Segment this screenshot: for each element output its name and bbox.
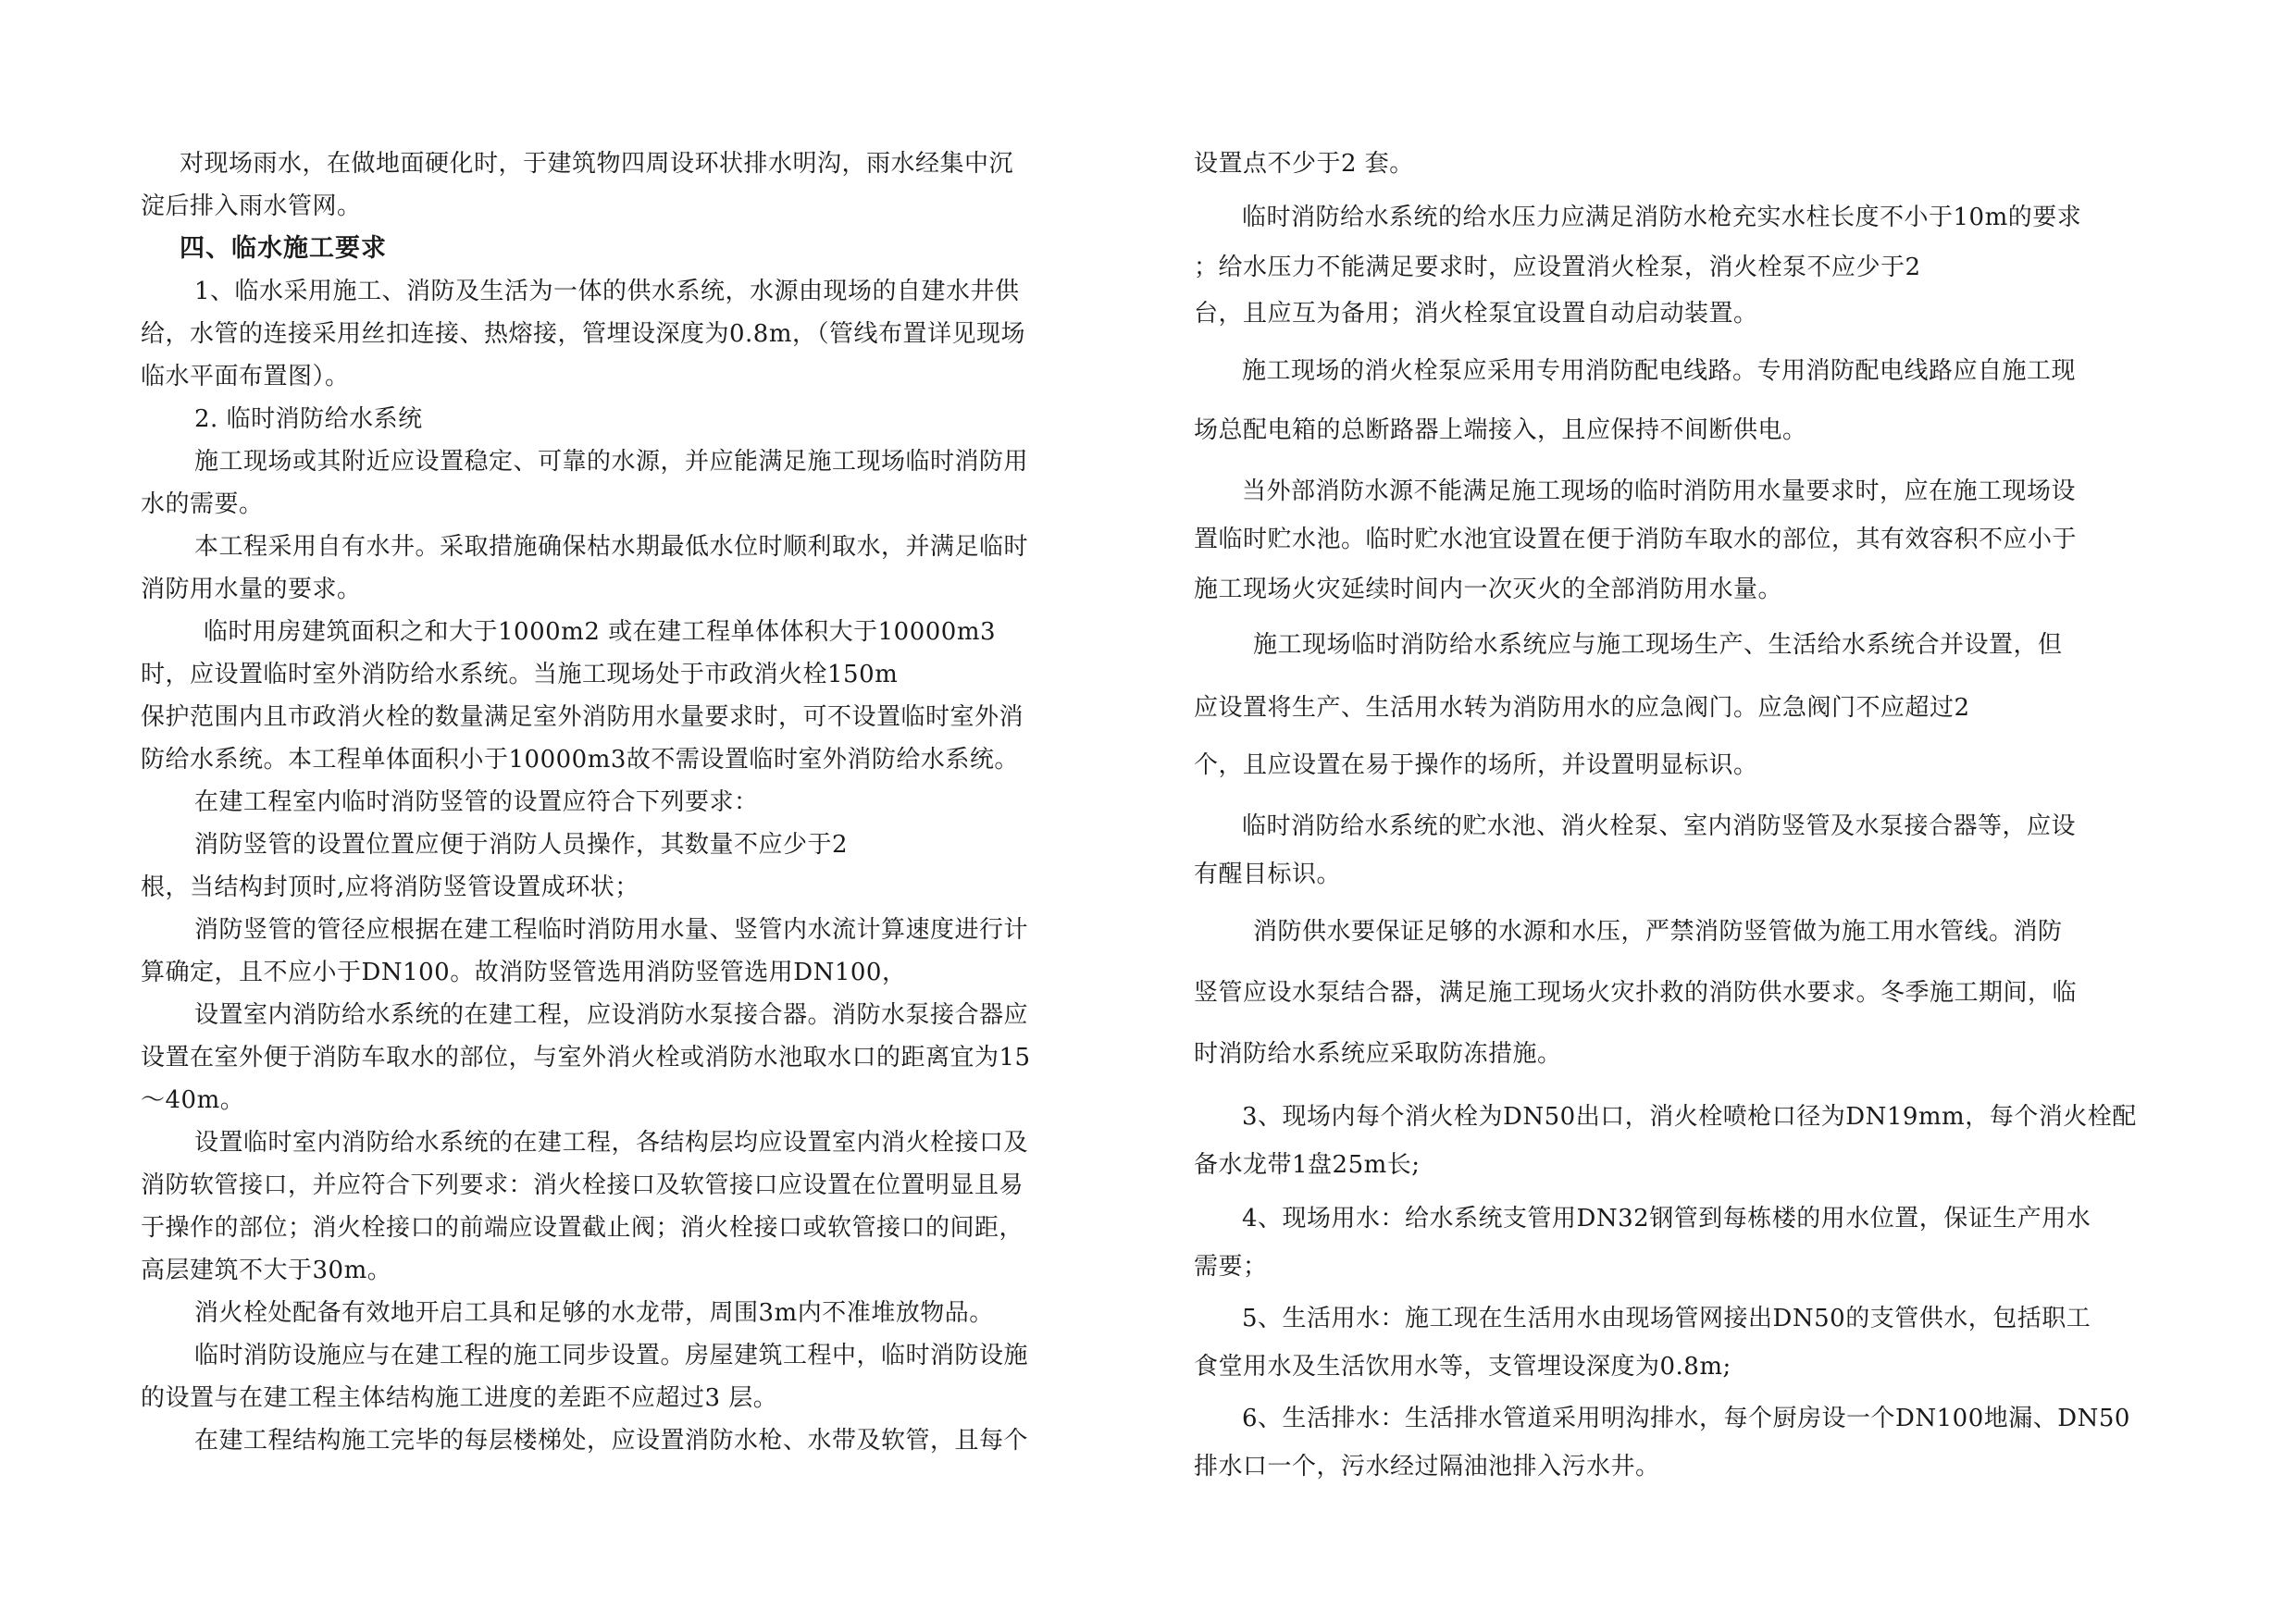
paragraph-line: 淀后排入雨水管网。 <box>141 192 362 220</box>
paragraph-line: 消防软管接口，并应符合下列要求：消火栓接口及软管接口应设置在位置明显且易 <box>141 1171 1024 1199</box>
paragraph-line: 在建工程室内临时消防竖管的设置应符合下列要求： <box>194 788 759 816</box>
paragraph-line: 场总配电箱的总断路器上端接入，且应保持不间断供电。 <box>1194 416 1807 444</box>
paragraph-line: 于操作的部位；消火栓接口的前端应设置截止阀；消火栓接口或软管接口的间距， <box>141 1214 1024 1242</box>
paragraph-line: 设置在室外便于消防车取水的部位，与室外消火栓或消防水池取水口的距离宜为15 <box>141 1044 1031 1072</box>
paragraph-line: 算确定，且不应小于DN100。故消防竖管选用消防竖管选用DN100， <box>141 959 907 986</box>
paragraph-line: 临时消防给水系统的贮水池、消火栓泵、室内消防竖管及水泵接合器等，应设 <box>1242 812 2077 840</box>
paragraph-line: 食堂用水及生活饮用水等，支管埋设深度为0.8m; <box>1194 1353 1731 1381</box>
paragraph-line: 临时消防设施应与在建工程的施工同步设置。房屋建筑工程中，临时消防设施 <box>194 1342 1029 1369</box>
paragraph-line: 个，且应设置在易于操作的场所，并设置明显标识。 <box>1194 751 1758 779</box>
paragraph-line: 临时用房建筑面积之和大于1000m2 或在建工程单体体积大于10000m3 <box>204 618 997 646</box>
paragraph-line: 台，且应互为备用；消火栓泵宜设置自动启动装置。 <box>1194 300 1758 328</box>
subsection-heading: 2. 临时消防给水系统 <box>194 405 423 433</box>
paragraph-line: 设置临时室内消防给水系统的在建工程，各结构层均应设置室内消火栓接口及 <box>194 1129 1029 1157</box>
paragraph-line: 对现场雨水，在做地面硬化时，于建筑物四周设环状排水明沟，雨水经集中沉 <box>180 150 1014 178</box>
paragraph-line: 保护范围内且市政消火栓的数量满足室外消防用水量要求时，可不设置临时室外消 <box>141 703 1024 731</box>
paragraph-line: 在建工程结构施工完毕的每层楼梯处，应设置消防水枪、水带及软管，且每个 <box>194 1427 1029 1455</box>
paragraph-line: 临时消防给水系统的给水压力应满足消防水枪充实水柱长度不小于10m的要求 <box>1242 204 2082 231</box>
paragraph-line: 给，水管的连接采用丝扣连接、热熔接，管埋设深度为0.8m，（管线布置详见现场 <box>141 320 1026 348</box>
paragraph-line: 需要； <box>1194 1253 1268 1281</box>
paragraph-line: 设置室内消防给水系统的在建工程，应设消防水泵接合器。消防水泵接合器应 <box>194 1001 1029 1029</box>
paragraph-line: 设置点不少于2 套。 <box>1194 150 1414 178</box>
paragraph-line: 4、现场用水：给水系统支管用DN32钢管到每栋楼的用水位置，保证生产用水 <box>1242 1205 2091 1233</box>
paragraph-line: 施工现场的消火栓泵应采用专用消防配电线路。专用消防配电线路应自施工现 <box>1242 357 2077 385</box>
paragraph-line: 备水龙带1盘25m长; <box>1194 1151 1421 1179</box>
paragraph-line: 排水口一个，污水经过隔油池排入污水井。 <box>1194 1453 1660 1481</box>
paragraph-line: 6、生活排水：生活排水管道采用明沟排水，每个厨房设一个DN100地漏、DN50 <box>1242 1405 2130 1432</box>
paragraph-line: 置临时贮水池。临时贮水池宜设置在便于消防车取水的部位，其有效容积不应小于 <box>1194 526 2078 553</box>
paragraph-line: 有醒目标识。 <box>1194 861 1342 888</box>
paragraph-line: 消火栓处配备有效地开启工具和足够的水龙带，周围3m内不准堆放物品。 <box>194 1299 994 1327</box>
paragraph-line: 临水平面布置图）。 <box>141 363 350 390</box>
paragraph-line: 施工现场火灾延续时间内一次灭火的全部消防用水量。 <box>1194 576 1783 603</box>
paragraph-line: 消防竖管的管径应根据在建工程临时消防用水量、竖管内水流计算速度进行计 <box>194 916 1029 944</box>
paragraph-line: 时，应设置临时室外消防给水系统。当施工现场处于市政消火栓150m <box>141 661 899 688</box>
paragraph-line: 本工程采用自有水井。采取措施确保枯水期最低水位时顺利取水，并满足临时 <box>194 533 1029 561</box>
section-heading: 四、临水施工要求 <box>180 234 387 263</box>
paragraph-line: 水的需要。 <box>141 490 264 518</box>
paragraph-line: 当外部消防水源不能满足施工现场的临时消防用水量要求时，应在施工现场设 <box>1242 477 2077 505</box>
paragraph-line: ；给水压力不能满足要求时，应设置消火栓泵，消火栓泵不应少于2 <box>1194 254 1921 281</box>
paragraph-line: 消防竖管的设置位置应便于消防人员操作，其数量不应少于2 <box>194 831 849 859</box>
paragraph-line: ～40m。 <box>141 1086 245 1114</box>
paragraph-line: 消防供水要保证足够的水源和水压，严禁消防竖管做为施工用水管线。消防 <box>1253 918 2063 946</box>
paragraph-line: 5、生活用水：施工现在生活用水由现场管网接出DN50的支管供水，包括职工 <box>1242 1305 2091 1332</box>
paragraph-line: 根，当结构封顶时,应将消防竖管设置成环状； <box>141 873 639 901</box>
paragraph-line: 竖管应设水泵结合器，满足施工现场火灾扑救的消防供水要求。冬季施工期间，临 <box>1194 979 2078 1007</box>
paragraph-line: 的设置与在建工程主体结构施工进度的差距不应超过3 层。 <box>141 1384 778 1412</box>
paragraph-line: 防给水系统。本工程单体面积小于10000m3故不需设置临时室外消防给水系统。 <box>141 746 1019 774</box>
paragraph-line: 1、临水采用施工、消防及生活为一体的供水系统，水源由现场的自建水井供 <box>194 278 1020 305</box>
paragraph-line: 时消防给水系统应采取防冻措施。 <box>1194 1040 1562 1068</box>
paragraph-line: 消防用水量的要求。 <box>141 576 362 603</box>
paragraph-line: 应设置将生产、生活用水转为消防用水的应急阀门。应急阀门不应超过2 <box>1194 694 1970 722</box>
paragraph-line: 3、现场内每个消火栓为DN50出口，消火栓喷枪口径为DN19mm，每个消火栓配 <box>1242 1103 2137 1131</box>
paragraph-line: 施工现场或其附近应设置稳定、可靠的水源，并应能满足施工现场临时消防用 <box>194 448 1029 476</box>
paragraph-line: 高层建筑不大于30m。 <box>141 1257 392 1284</box>
paragraph-line: 施工现场临时消防给水系统应与施工现场生产、生活给水系统合并设置，但 <box>1253 631 2063 659</box>
